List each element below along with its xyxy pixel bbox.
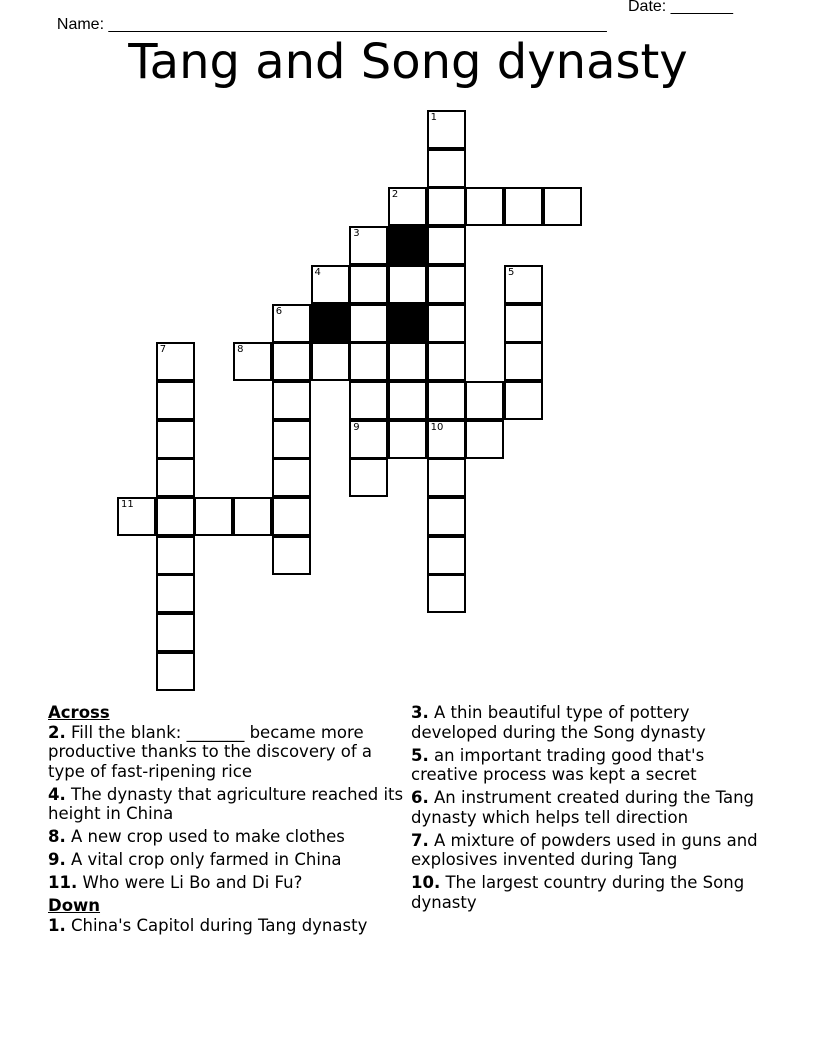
clue-number: 4 [314,266,321,278]
clue-item-text: an important trading good that's creative process was kept a secret [411,745,705,784]
crossword-cell[interactable] [427,265,466,304]
crossword-cell[interactable] [427,536,466,575]
clue-number: 9 [353,421,360,433]
crossword-cell[interactable] [427,304,466,343]
crossword-cell[interactable] [465,420,504,459]
crossword-cell[interactable] [427,458,466,497]
clue-item-text: An instrument created during the Tang dynasty which helps tell direction [411,788,755,827]
clue-item-text: China's Capitol during Tang dynasty [65,915,368,935]
crossword-cell[interactable] [543,187,582,226]
crossword-cell[interactable] [156,574,195,613]
crossword-cell[interactable] [233,497,272,536]
crossword-cell[interactable] [388,187,427,226]
crossword-cell[interactable] [427,226,466,265]
clue-number: 7 [159,344,167,356]
crossword-cell[interactable] [349,381,388,420]
clue-item-number: 1. [48,915,66,935]
across-clue-list [48,723,408,893]
crossword-cell[interactable] [272,420,311,459]
clue-item-text: Fill the blank: _______ became more productive thanks to the discovery of a type of fast-ripening rice [48,722,373,781]
clue-item-number: 8. [48,827,66,846]
clues-right-column [411,703,771,916]
clue-item-number: 7. [411,830,429,850]
page-title: Tang and Song dynasty [128,34,688,90]
clue-item-text: A mixture of powders used in guns and explosives invented during Tang [411,830,758,869]
crossword-cell[interactable] [156,342,195,381]
clue-item-text: A thin beautiful type of pottery developed during the Song dynasty [411,703,706,742]
crossword-cell[interactable] [233,342,272,381]
crossword-cell[interactable] [388,381,427,420]
down-clue-list [48,916,408,936]
clue-item [48,827,408,847]
clues-left-column [48,703,408,939]
crossword-cell[interactable] [349,304,388,343]
crossword-cell[interactable] [311,342,350,381]
crossword-cell[interactable] [156,652,195,691]
crossword-cell[interactable] [427,420,466,459]
clue-number: 3 [353,228,360,240]
crossword-cell[interactable] [427,110,466,149]
clue-item-text: The largest country during the Song dynasty [411,873,745,912]
crossword-cell[interactable] [194,497,233,536]
crossword-cell[interactable] [349,420,388,459]
crossword-cell[interactable] [427,149,466,188]
crossword-block [388,304,427,343]
crossword-cell[interactable] [465,381,504,420]
crossword-cell[interactable] [156,420,195,459]
crossword-cell[interactable] [272,304,311,343]
crossword-cell[interactable] [349,226,388,265]
crossword-cell[interactable] [427,381,466,420]
clue-item-number: 2. [48,722,66,742]
clue-item [411,746,771,785]
clue-item [48,723,408,782]
clue-item [411,788,771,827]
clue-number: 11 [121,499,134,510]
crossword-cell[interactable] [504,342,543,381]
crossword-cell[interactable] [349,458,388,497]
crossword-cell[interactable] [504,187,543,226]
crossword-cell[interactable] [388,265,427,304]
crossword-cell[interactable] [349,342,388,381]
clue-item-text: A new crop used to make clothes [65,827,345,846]
crossword-cell[interactable] [272,458,311,497]
crossword-cell[interactable] [504,381,543,420]
crossword-cell[interactable] [156,458,195,497]
clue-item [48,873,408,893]
clue-number: 8 [237,344,244,356]
clue-item-number: 5. [411,745,429,765]
crossword-cell[interactable] [504,265,543,304]
clue-number: 1 [430,112,437,123]
clue-number: 10 [430,421,444,433]
crossword-cell[interactable] [388,342,427,381]
crossword-cell[interactable] [388,420,427,459]
crossword-cell[interactable] [427,574,466,613]
crossword-cell[interactable] [272,497,311,536]
clue-item-number: 9. [48,850,66,869]
crossword-cell[interactable] [156,536,195,575]
across-heading: Across [48,703,110,722]
crossword-cell[interactable] [465,187,504,226]
crossword-cell[interactable] [272,536,311,575]
crossword-cell[interactable] [349,265,388,304]
crossword-cell[interactable] [504,304,543,343]
crossword-cell[interactable] [272,381,311,420]
clue-item-number: 11. [48,873,78,892]
crossword-cell[interactable] [427,187,466,226]
clue-item-number: 3. [411,703,429,722]
clue-item-number: 4. [48,784,66,804]
down-clue-list-continued [411,703,771,912]
clue-number: 5 [508,266,515,278]
crossword-cell[interactable] [156,497,195,536]
crossword-cell[interactable] [117,497,156,536]
clue-item [411,703,771,742]
clue-item [48,785,408,824]
clue-item [411,873,771,912]
clue-item-text: The dynasty that agriculture reached its height in China [48,784,404,823]
clue-item-text: A vital crop only farmed in China [65,850,342,869]
clue-item [411,831,771,870]
clue-item [48,850,408,870]
clue-item-number: 10. [411,873,441,892]
clue-item-number: 6. [411,788,429,807]
name-field-label: Name: ________________________________________________________ [56,16,607,33]
clue-number: 2 [391,189,399,201]
crossword-block [311,304,350,343]
clue-item [48,916,408,936]
clue-number: 6 [275,305,283,317]
date-field-label: Date: _______ [628,0,733,15]
clue-item-text: Who were Li Bo and Di Fu? [77,873,303,892]
crossword-cell[interactable] [427,342,466,381]
crossword-cell[interactable] [272,342,311,381]
crossword-cell[interactable] [311,265,350,304]
crossword-cell[interactable] [156,381,195,420]
crossword-cell[interactable] [427,497,466,536]
crossword-block [388,226,427,265]
crossword-cell[interactable] [156,613,195,652]
down-heading: Down [48,896,101,915]
